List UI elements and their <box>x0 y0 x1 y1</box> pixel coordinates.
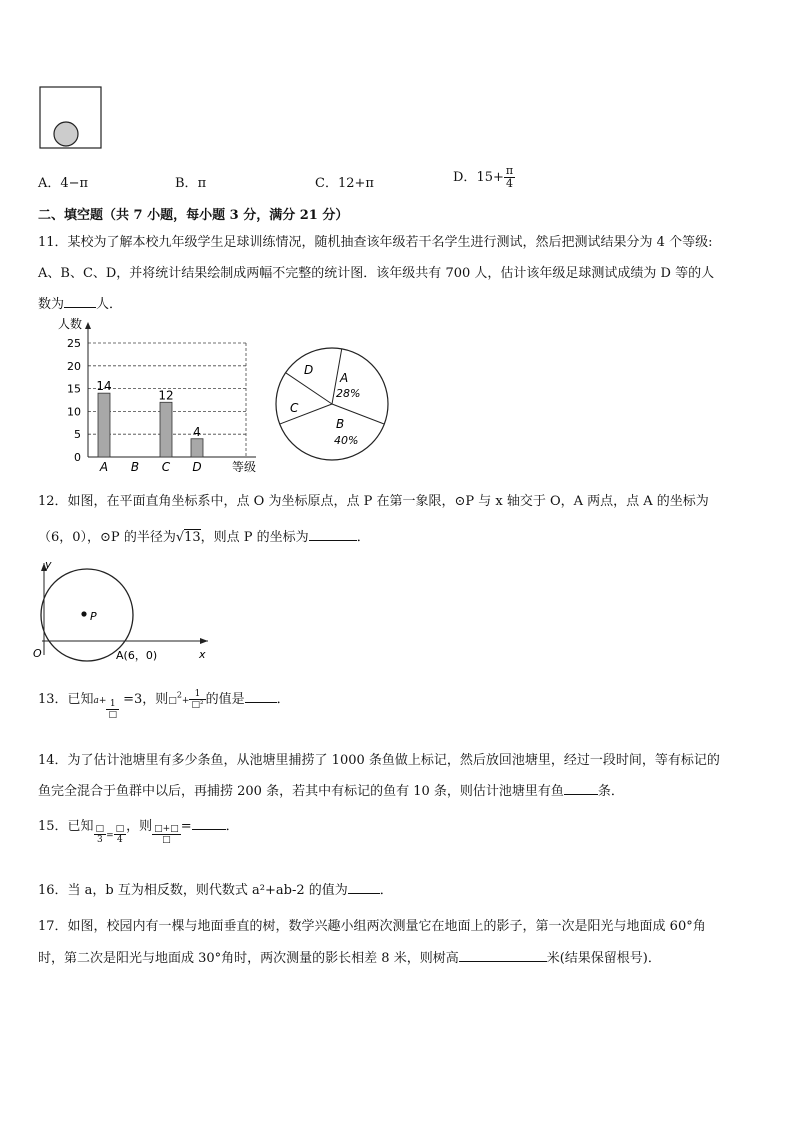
q16-line: 16．当 a，b 互为相反数，则代数式 a²+ab-2 的值为 ． <box>38 883 393 898</box>
q11-line2: A、B、C、D，并将统计结果绘制成两幅不完整的统计图．该年级共有 700 人，估计该年级足球测试成绩为 D 等的人 <box>38 266 715 281</box>
answer-blank[interactable] <box>309 528 357 541</box>
x-tick-label: D <box>192 460 202 474</box>
bar <box>98 393 110 457</box>
sqrt-expression: √13 <box>175 530 201 545</box>
pie-slice-name: C <box>290 401 299 415</box>
circle-shape <box>54 122 78 146</box>
y-label: y <box>45 558 52 571</box>
x-tick-label: A <box>99 460 109 474</box>
pie-slice-percent: 40% <box>334 434 359 447</box>
q12-line1: 12．如图，在平面直角坐标系中，点 O 为坐标原点，点 P 在第一象限，⊙P 与 x 轴交于 O，A 两点，点 A 的坐标为 <box>38 494 709 509</box>
y-axis-label: 人数 <box>58 317 83 331</box>
q12-line2: （6，0），⊙P 的半径为√13，则点 P 的坐标为 ． <box>38 530 370 545</box>
bar <box>191 439 203 457</box>
y-tick-label: 5 <box>74 428 81 442</box>
q17-line1: 17．如图，校园内有一棵与地面垂直的树，数学兴趣小组两次测量它在地面上的影子，第一次是阳光与地面成 60°角 <box>38 919 706 934</box>
answer-blank[interactable] <box>348 881 380 894</box>
option-b[interactable]: B．π <box>175 176 207 191</box>
y-arrow <box>85 322 91 329</box>
bar-value-label: 14 <box>96 379 112 394</box>
option-a[interactable]: A．4−π <box>38 176 89 191</box>
pie-slice-name: B <box>336 417 345 431</box>
bar <box>160 402 172 457</box>
pie-slice-border <box>286 373 332 404</box>
answer-blank[interactable] <box>564 782 598 795</box>
y-tick-label: 20 <box>67 359 81 373</box>
x-arrow <box>200 638 208 644</box>
square-circle-figure <box>38 86 104 152</box>
pie-chart <box>272 342 392 466</box>
pie-slice-name: D <box>304 363 314 377</box>
circle-p <box>41 569 133 661</box>
answer-blank[interactable] <box>192 817 226 830</box>
a-label: A(6，0) <box>116 649 158 662</box>
option-d[interactable]: D．15+ $\frac{\pi}{4}$ <box>453 164 514 190</box>
x-axis-label: 等级 <box>232 460 257 474</box>
q11-line3: 数为 人． <box>38 297 123 312</box>
answer-blank[interactable] <box>459 949 547 962</box>
x-label: x <box>199 648 206 661</box>
y-tick-label: 15 <box>67 382 81 396</box>
bar-value-label: 12 <box>158 388 174 403</box>
origin-label: O <box>33 647 42 660</box>
p-label: P <box>90 610 97 623</box>
coordinate-circle-figure <box>30 555 220 665</box>
q11-line1: 11．某校为了解本校九年级学生足球训练情况，随机抽查该年级若干名学生进行测试，然后把测试结果分为 4 个等级: <box>38 235 713 250</box>
q14-line1: 14．为了估计池塘里有多少条鱼，从池塘里捕捞了 1000 条鱼做上标记，然后放回池塘里，经过一段时间，等有标记的 <box>38 753 720 768</box>
answer-blank[interactable] <box>64 295 96 308</box>
y-tick-label: 10 <box>67 405 81 419</box>
q14-line2: 鱼完全混合于鱼群中以后，再捕捞 200 条，若其中有标记的鱼有 10 条，则估计池塘里有鱼 条． <box>38 784 624 799</box>
q15-line: 15．已知 $\frac{□}{3}$ $_=$ $\frac{□}{4}$ ，则 $\frac{□+□}{□}$ = ． <box>38 819 239 845</box>
y-tick-label: 0 <box>74 451 81 464</box>
pie-slice-border <box>280 404 332 424</box>
option-c[interactable]: C．12+π <box>315 176 374 191</box>
bar-value-label: 4 <box>193 424 201 439</box>
section-title: 二、填空题（共 7 小题，每小题 3 分，满分 21 分） <box>38 208 349 223</box>
pie-slice-percent: 28% <box>336 387 361 400</box>
answer-blank[interactable] <box>245 690 277 703</box>
point-p <box>81 611 86 616</box>
q13-line: 13．已知a+ $\frac{1}{□}$ =3，则□$^2$+ $\frac{1}{\text{□²}}$ 的值是 ． <box>38 689 290 720</box>
y-tick-label: 25 <box>67 337 81 350</box>
pie-slice-name: A <box>340 371 349 385</box>
x-tick-label: C <box>161 460 171 474</box>
x-tick-label: B <box>130 460 140 474</box>
bar-chart <box>48 316 273 476</box>
q17-line2: 时，第二次是阳光与地面成 30°角时，两次测量的影长相差 8 米，则树高 米(结果保留根号)． <box>38 951 661 966</box>
